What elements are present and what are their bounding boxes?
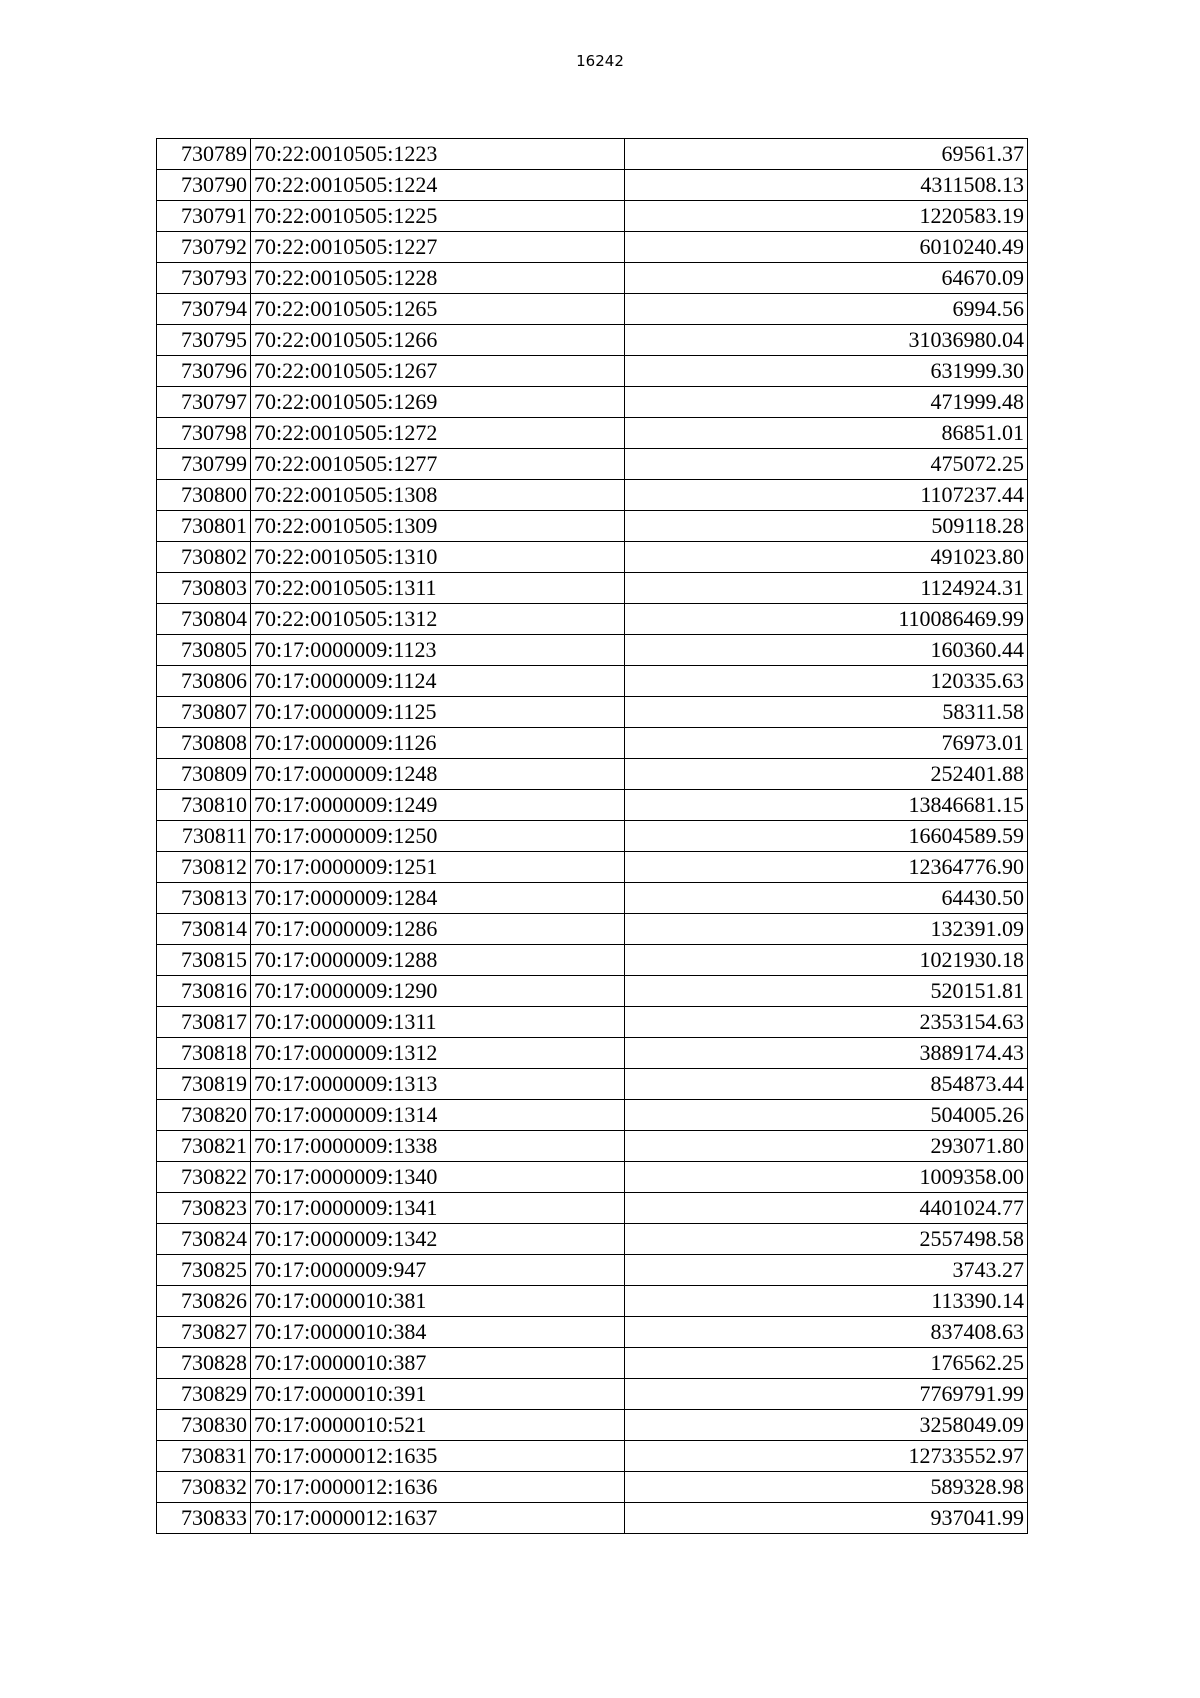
row-number-cell: 730810 — [157, 790, 251, 821]
row-number-cell: 730807 — [157, 697, 251, 728]
table-row — [157, 1441, 1028, 1472]
cadastral-value-cell: 491023.80 — [625, 542, 1028, 573]
cadastral-value-cell: 3258049.09 — [625, 1410, 1028, 1441]
cadastral-value-cell: 12364776.90 — [625, 852, 1028, 883]
row-number-cell: 730805 — [157, 635, 251, 666]
row-number-cell: 730823 — [157, 1193, 251, 1224]
cadastral-value-cell: 176562.25 — [625, 1348, 1028, 1379]
row-number-cell: 730789 — [157, 139, 251, 170]
row-number-cell: 730813 — [157, 883, 251, 914]
cadastral-number-cell: 70:17:0000009:1290 — [251, 976, 625, 1007]
table-row — [157, 666, 1028, 697]
cadastral-number-cell: 70:17:0000012:1635 — [251, 1441, 625, 1472]
cadastral-value-cell: 1124924.31 — [625, 573, 1028, 604]
cadastral-number-cell: 70:17:0000009:1311 — [251, 1007, 625, 1038]
cadastral-number-cell: 70:22:0010505:1269 — [251, 387, 625, 418]
table-row — [157, 325, 1028, 356]
table-row — [157, 914, 1028, 945]
cadastral-number-cell: 70:17:0000009:1124 — [251, 666, 625, 697]
cadastral-value-cell: 160360.44 — [625, 635, 1028, 666]
table-row — [157, 170, 1028, 201]
table-row — [157, 1472, 1028, 1503]
row-number-cell: 730832 — [157, 1472, 251, 1503]
cadastral-value-cell: 504005.26 — [625, 1100, 1028, 1131]
row-number-cell: 730833 — [157, 1503, 251, 1534]
cadastral-number-cell: 70:22:0010505:1312 — [251, 604, 625, 635]
cadastral-number-cell: 70:22:0010505:1277 — [251, 449, 625, 480]
table-row — [157, 1317, 1028, 1348]
row-number-cell: 730825 — [157, 1255, 251, 1286]
table-row — [157, 852, 1028, 883]
table-row — [157, 821, 1028, 852]
row-number-cell: 730829 — [157, 1379, 251, 1410]
table-row — [157, 1100, 1028, 1131]
row-number-cell: 730790 — [157, 170, 251, 201]
cadastral-value-cell: 2353154.63 — [625, 1007, 1028, 1038]
cadastral-value-cell: 3889174.43 — [625, 1038, 1028, 1069]
table-row — [157, 1007, 1028, 1038]
table-row — [157, 1193, 1028, 1224]
table-row — [157, 263, 1028, 294]
table-row — [157, 511, 1028, 542]
cadastral-number-cell: 70:17:0000009:947 — [251, 1255, 625, 1286]
table-row — [157, 356, 1028, 387]
table-row — [157, 883, 1028, 914]
table-row — [157, 1224, 1028, 1255]
cadastral-value-cell: 520151.81 — [625, 976, 1028, 1007]
cadastral-number-cell: 70:22:0010505:1224 — [251, 170, 625, 201]
table-row — [157, 1286, 1028, 1317]
cadastral-number-cell: 70:17:0000009:1341 — [251, 1193, 625, 1224]
cadastral-value-cell: 631999.30 — [625, 356, 1028, 387]
row-number-cell: 730824 — [157, 1224, 251, 1255]
table-row — [157, 759, 1028, 790]
table-row — [157, 1379, 1028, 1410]
cadastral-number-cell: 70:17:0000009:1248 — [251, 759, 625, 790]
cadastral-value-cell: 132391.09 — [625, 914, 1028, 945]
cadastral-value-cell: 1021930.18 — [625, 945, 1028, 976]
table-row — [157, 635, 1028, 666]
row-number-cell: 730793 — [157, 263, 251, 294]
cadastral-number-cell: 70:22:0010505:1272 — [251, 418, 625, 449]
table-row — [157, 976, 1028, 1007]
cadastral-value-cell: 4401024.77 — [625, 1193, 1028, 1224]
row-number-cell: 730791 — [157, 201, 251, 232]
cadastral-value-cell: 4311508.13 — [625, 170, 1028, 201]
cadastral-value-cell: 13846681.15 — [625, 790, 1028, 821]
table-row — [157, 945, 1028, 976]
row-number-cell: 730817 — [157, 1007, 251, 1038]
cadastral-value-cell: 937041.99 — [625, 1503, 1028, 1534]
cadastral-number-cell: 70:17:0000009:1313 — [251, 1069, 625, 1100]
row-number-cell: 730808 — [157, 728, 251, 759]
cadastral-value-cell: 113390.14 — [625, 1286, 1028, 1317]
cadastral-value-cell: 58311.58 — [625, 697, 1028, 728]
cadastral-value-cell: 64670.09 — [625, 263, 1028, 294]
row-number-cell: 730830 — [157, 1410, 251, 1441]
cadastral-number-cell: 70:22:0010505:1308 — [251, 480, 625, 511]
row-number-cell: 730815 — [157, 945, 251, 976]
cadastral-number-cell: 70:17:0000009:1250 — [251, 821, 625, 852]
cadastral-value-table — [156, 138, 1028, 1534]
cadastral-number-cell: 70:17:0000009:1312 — [251, 1038, 625, 1069]
table-row — [157, 728, 1028, 759]
cadastral-number-cell: 70:17:0000009:1314 — [251, 1100, 625, 1131]
cadastral-number-cell: 70:22:0010505:1310 — [251, 542, 625, 573]
row-number-cell: 730831 — [157, 1441, 251, 1472]
table-row — [157, 1162, 1028, 1193]
cadastral-value-cell: 509118.28 — [625, 511, 1028, 542]
cadastral-number-cell: 70:17:0000012:1637 — [251, 1503, 625, 1534]
page-number: 16242 — [576, 52, 624, 70]
row-number-cell: 730798 — [157, 418, 251, 449]
cadastral-value-cell: 69561.37 — [625, 139, 1028, 170]
cadastral-value-cell: 31036980.04 — [625, 325, 1028, 356]
cadastral-value-cell: 12733552.97 — [625, 1441, 1028, 1472]
table-row — [157, 418, 1028, 449]
cadastral-value-cell: 2557498.58 — [625, 1224, 1028, 1255]
cadastral-value-cell: 86851.01 — [625, 418, 1028, 449]
table-row — [157, 573, 1028, 604]
row-number-cell: 730809 — [157, 759, 251, 790]
cadastral-number-cell: 70:17:0000009:1126 — [251, 728, 625, 759]
row-number-cell: 730814 — [157, 914, 251, 945]
cadastral-value-cell: 837408.63 — [625, 1317, 1028, 1348]
cadastral-value-cell: 16604589.59 — [625, 821, 1028, 852]
cadastral-number-cell: 70:22:0010505:1225 — [251, 201, 625, 232]
row-number-cell: 730802 — [157, 542, 251, 573]
cadastral-number-cell: 70:17:0000010:381 — [251, 1286, 625, 1317]
cadastral-value-cell: 475072.25 — [625, 449, 1028, 480]
cadastral-value-cell: 1009358.00 — [625, 1162, 1028, 1193]
cadastral-number-cell: 70:22:0010505:1223 — [251, 139, 625, 170]
cadastral-number-cell: 70:17:0000010:521 — [251, 1410, 625, 1441]
table-body — [157, 139, 1028, 1534]
table-row — [157, 139, 1028, 170]
cadastral-value-cell: 6994.56 — [625, 294, 1028, 325]
cadastral-number-cell: 70:17:0000010:384 — [251, 1317, 625, 1348]
cadastral-number-cell: 70:17:0000010:387 — [251, 1348, 625, 1379]
row-number-cell: 730800 — [157, 480, 251, 511]
cadastral-number-cell: 70:22:0010505:1266 — [251, 325, 625, 356]
row-number-cell: 730803 — [157, 573, 251, 604]
cadastral-number-cell: 70:22:0010505:1309 — [251, 511, 625, 542]
row-number-cell: 730822 — [157, 1162, 251, 1193]
cadastral-value-cell: 1220583.19 — [625, 201, 1028, 232]
row-number-cell: 730799 — [157, 449, 251, 480]
row-number-cell: 730827 — [157, 1317, 251, 1348]
cadastral-value-cell: 252401.88 — [625, 759, 1028, 790]
row-number-cell: 730812 — [157, 852, 251, 883]
cadastral-number-cell: 70:17:0000009:1338 — [251, 1131, 625, 1162]
cadastral-number-cell: 70:17:0000009:1288 — [251, 945, 625, 976]
table-row — [157, 1255, 1028, 1286]
row-number-cell: 730796 — [157, 356, 251, 387]
cadastral-value-cell: 293071.80 — [625, 1131, 1028, 1162]
table-row — [157, 387, 1028, 418]
cadastral-value-cell: 64430.50 — [625, 883, 1028, 914]
row-number-cell: 730804 — [157, 604, 251, 635]
table-row — [157, 294, 1028, 325]
cadastral-value-cell: 76973.01 — [625, 728, 1028, 759]
table-row — [157, 232, 1028, 263]
row-number-cell: 730801 — [157, 511, 251, 542]
cadastral-value-cell: 854873.44 — [625, 1069, 1028, 1100]
table-row — [157, 449, 1028, 480]
table-row — [157, 201, 1028, 232]
table-row — [157, 542, 1028, 573]
cadastral-value-cell: 6010240.49 — [625, 232, 1028, 263]
cadastral-number-cell: 70:22:0010505:1228 — [251, 263, 625, 294]
row-number-cell: 730811 — [157, 821, 251, 852]
cadastral-number-cell: 70:17:0000009:1123 — [251, 635, 625, 666]
cadastral-number-cell: 70:22:0010505:1311 — [251, 573, 625, 604]
cadastral-number-cell: 70:17:0000010:391 — [251, 1379, 625, 1410]
cadastral-value-cell: 110086469.99 — [625, 604, 1028, 635]
table-row — [157, 1348, 1028, 1379]
table-row — [157, 1069, 1028, 1100]
table-row — [157, 1038, 1028, 1069]
cadastral-number-cell: 70:17:0000012:1636 — [251, 1472, 625, 1503]
cadastral-number-cell: 70:17:0000009:1125 — [251, 697, 625, 728]
row-number-cell: 730821 — [157, 1131, 251, 1162]
row-number-cell: 730797 — [157, 387, 251, 418]
row-number-cell: 730819 — [157, 1069, 251, 1100]
cadastral-number-cell: 70:22:0010505:1267 — [251, 356, 625, 387]
cadastral-value-cell: 3743.27 — [625, 1255, 1028, 1286]
cadastral-value-cell: 1107237.44 — [625, 480, 1028, 511]
cadastral-number-cell: 70:22:0010505:1265 — [251, 294, 625, 325]
table-row — [157, 480, 1028, 511]
row-number-cell: 730795 — [157, 325, 251, 356]
table-row — [157, 1410, 1028, 1441]
row-number-cell: 730794 — [157, 294, 251, 325]
cadastral-number-cell: 70:17:0000009:1342 — [251, 1224, 625, 1255]
row-number-cell: 730806 — [157, 666, 251, 697]
row-number-cell: 730816 — [157, 976, 251, 1007]
cadastral-number-cell: 70:17:0000009:1251 — [251, 852, 625, 883]
cadastral-number-cell: 70:17:0000009:1249 — [251, 790, 625, 821]
cadastral-value-cell: 589328.98 — [625, 1472, 1028, 1503]
row-number-cell: 730826 — [157, 1286, 251, 1317]
row-number-cell: 730792 — [157, 232, 251, 263]
table-row — [157, 1503, 1028, 1534]
cadastral-value-cell: 7769791.99 — [625, 1379, 1028, 1410]
cadastral-value-cell: 120335.63 — [625, 666, 1028, 697]
table-row — [157, 790, 1028, 821]
table-row — [157, 697, 1028, 728]
cadastral-number-cell: 70:17:0000009:1340 — [251, 1162, 625, 1193]
table-row — [157, 1131, 1028, 1162]
row-number-cell: 730828 — [157, 1348, 251, 1379]
cadastral-value-cell: 471999.48 — [625, 387, 1028, 418]
cadastral-number-cell: 70:17:0000009:1286 — [251, 914, 625, 945]
row-number-cell: 730820 — [157, 1100, 251, 1131]
cadastral-number-cell: 70:22:0010505:1227 — [251, 232, 625, 263]
table-row — [157, 604, 1028, 635]
cadastral-number-cell: 70:17:0000009:1284 — [251, 883, 625, 914]
row-number-cell: 730818 — [157, 1038, 251, 1069]
